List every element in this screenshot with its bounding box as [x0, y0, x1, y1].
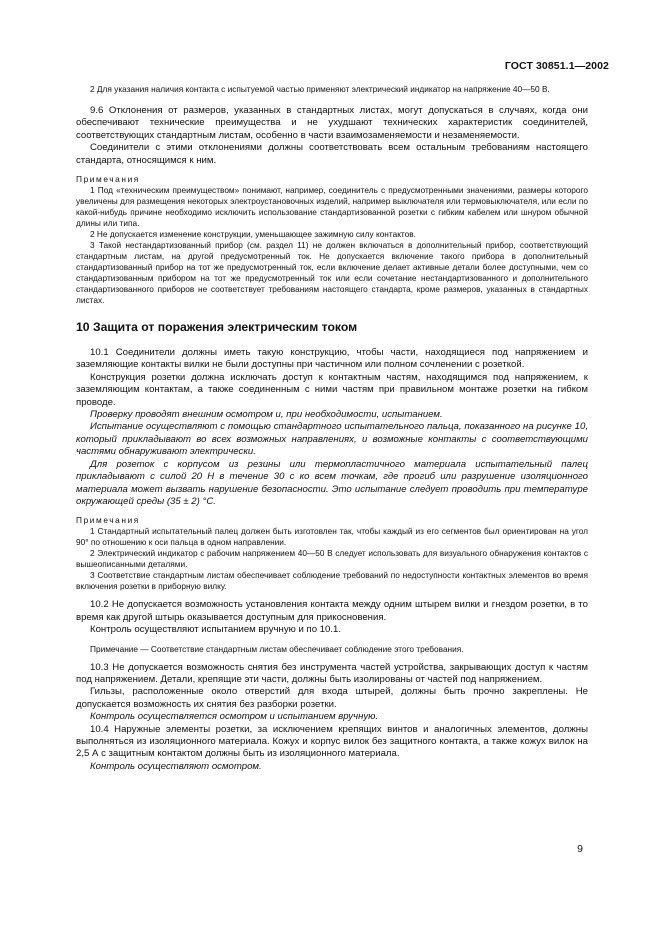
clause-10-1-b: Конструкция розетки должна исключать доступ к контактным частям, находящимся под напряжением, к заземляющим контактам, а также соединенным с ними частям при правильном монтаже розетки на гибком проводе. — [76, 371, 588, 408]
clause-10-2-a: 10.2 Не допускается возможность установления контакта между одним штырем вилки и гнездом розетки, в то время как другой штырь оказывается доступным для прикосновения. — [76, 599, 588, 623]
clause-10-4-b: Контроль осуществляют осмотром. — [90, 760, 262, 772]
note-10-1-3: 3 Соответствие стандартным листам обеспечивает соблюдение требований по недоступности контактных элементов во время включения розетки в приборную вилку. — [76, 570, 588, 592]
note-10-1-1: 1 Стандартный испытательный палец должен быть изготовлен так, чтобы каждый из его сегментов был ориентирован на угол 90° по отношению к оси пальца в одном направлении. — [76, 526, 588, 548]
clause-9-6-p1: 9.6 Отклонения от размеров, указанных в стандартных листах, могут допускаться в случаях, когда они обеспечивают технические преимущества и не ухудшают технических характеристик соединителей, соответствующих стандартным листам, особенно в части взаимозаменяемости и незаменяемости. — [76, 105, 588, 141]
clause-10-1-e: Для розеток с корпусом из резины или термопластичного материала испытательный палец прикладывают с силой 20 Н в течение 30 с ко всем точкам, где прогиб или разрушение изоляционного материала может вызвать нарушение безопасности. Это испытание следует проводить при температуре окружающей среды (35 ± 2) °С. — [76, 458, 588, 507]
clause-10-3-a: 10.3 Не допускается возможность снятия без инструмента частей устройства, закрывающих доступ к частям под напряжением. Детали, крепящие эти части, должны быть изолированы от частей под напряжением. — [76, 661, 588, 685]
standard-header: ГОСТ 30851.1—2002 — [504, 60, 609, 72]
note-9-6-2: 2 Не допускается изменение конструкции, уменьшающее зажимную силу контактов. — [90, 229, 416, 240]
clause-10-1-c: Проверку проводят внешним осмотром и, при необходимости, испытанием. — [90, 409, 443, 421]
notes-heading-10-1: Примечания — [76, 515, 140, 526]
clause-10-4-a: 10.4 Наружные элементы розетки, за исключением крепящих винтов и аналогичных элементов, должны выполняться из изоляционного материала. Кожух и корпус вилок без защитного контакта, а также кожух вилок на 2,5 А с защитным контактом должны быть из изоляционного материала. — [76, 723, 588, 760]
clause-10-3-b: Гильзы, расположенные около отверстий для входа штырей, должны быть прочно закреплены. Не допускается возможность их снятия без разборки розетки. — [76, 686, 588, 710]
notes-heading-9-6: Примечания — [76, 174, 140, 185]
clause-10-2-b: Контроль осуществляют испытанием вручную и по 10.1. — [90, 624, 342, 636]
note-9-6-1: 1 Под «техническим преимуществом» понимают, например, соединитель с предусмотренными значениями, размеры которого увеличены для размещения некоторых электроустановочных изделий, например выключателя или термовыключателя, или если по какой-нибудь причине необходимо исключить использование стандартизованной розетки с гибким кабелем или шнуром обычной длины или типа. — [76, 185, 588, 229]
page-content — [76, 84, 588, 773]
section-10-title: 10 Защита от поражения электрическим током — [76, 320, 358, 335]
clause-10-1-a: 10.1 Соединители должны иметь такую конструкцию, чтобы части, находящиеся под напряжением и заземляющие контакты вилки не были доступны при частичном или полном сочленении с розеткой. — [76, 347, 588, 371]
clause-10-3-c: Контроль осуществляется осмотром и испытанием вручную. — [90, 711, 379, 723]
page-number: 9 — [577, 843, 583, 855]
note-10-1-2: 2 Электрический индикатор с рабочим напряжением 40—50 В следует использовать для визуального обнаружения контактов с вышеописанными деталями. — [76, 548, 588, 570]
note-9-6-3: 3 Такой нестандартизованный прибор (см. раздел 11) не должен включаться в дополнительный прибор, соответствующий стандартным листам, на другой предусмотренный ток. Не допускается включение такого прибора в дополнительный стандартизованный прибор на тот же предусмотренный ток, если включение делает активные детали более доступными, чем со стандартизованным прибором на тот же предусмотренный ток или если сочетание нестандартизованного и дополнительного стандартизованного приборов не соответствует требованиям настоящего стандарта, кроме размеров, указанных в стандартных листах. — [76, 240, 588, 306]
clause-10-1-d: Испытание осуществляют с помощью стандартного испытательного пальца, показанного на рисунке 10, который прикладывают во всех возможных направлениях, и возможные контакты с соответствующими частями обнаруживают электрически. — [76, 421, 588, 458]
clause-9-6-p2: Соединители с этими отклонениями должны соответствовать всем остальным требованиям настоящего стандарта, относящимся к ним. — [76, 142, 588, 166]
note-top: 2 Для указания наличия контакта с испытуемой частью применяют электрический индикатор на напряжение 40—50 В. — [90, 84, 550, 94]
note-10-2: Примечание — Соответствие стандартным листам обеспечивает соблюдение этого требования. — [90, 643, 464, 654]
